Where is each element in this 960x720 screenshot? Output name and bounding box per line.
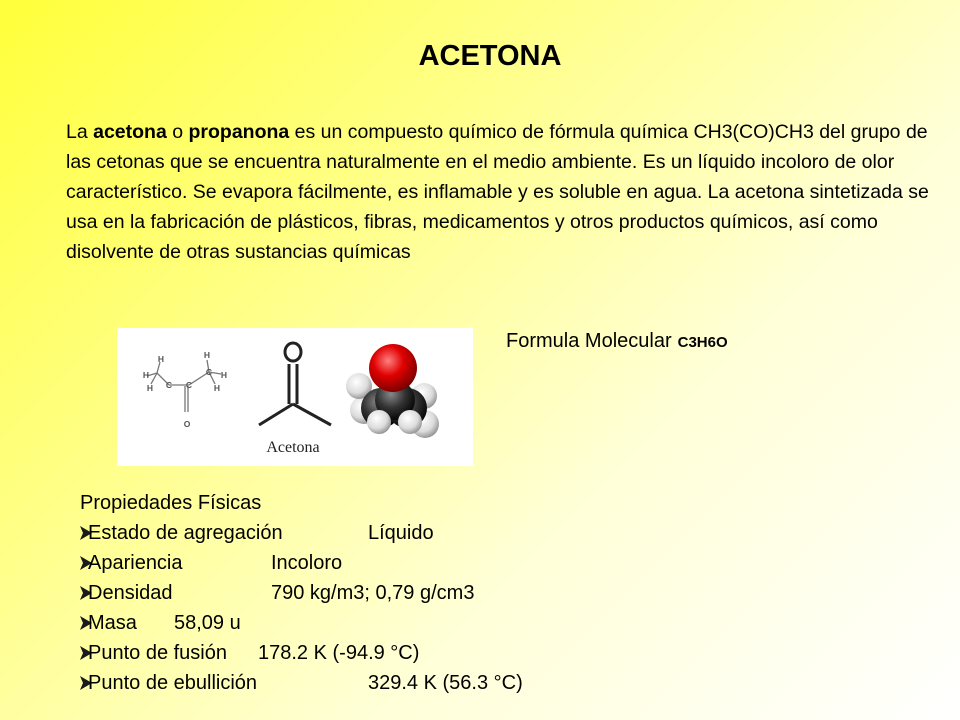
- property-item: [80, 548, 343, 578]
- intro-term-acetona: acetona: [93, 121, 167, 143]
- atom-label-o: O: [183, 419, 191, 429]
- intro-text-3: es un compuesto químico de fórmula química CH3(CO)CH3 del grupo de las cetonas que se encuentra naturalmente en el medio ambiente. Es un líquido incoloro de olor característico. Se evapora fácilmente, es inflamable y es soluble en agua. La acetona sintetizada se usa en la fabricación de plásticos, fibras, medicamentos y otros productos químicos, así como disolvente de otras sustancias químicas: [66, 121, 929, 263]
- property-value: 329.4 K (56.3 °C): [368, 672, 523, 694]
- intro-text-2: o: [166, 121, 189, 143]
- skeletal-formula: [259, 343, 331, 425]
- property-label: Punto de fusión: [88, 642, 227, 664]
- property-item: [80, 638, 420, 668]
- property-value: 178.2 K (-94.9 °C): [258, 642, 420, 664]
- page-title: ACETONA: [418, 40, 562, 72]
- physical-properties: [80, 488, 523, 698]
- molecule-figure: [117, 328, 473, 466]
- property-label: Punto de ebullición: [88, 672, 258, 694]
- intro-text-1: La: [66, 121, 94, 143]
- property-value: Líquido: [368, 522, 434, 544]
- atom-label-h: H: [142, 370, 150, 380]
- property-value: Incoloro: [271, 552, 343, 574]
- molecular-formula-value: C3H6O: [677, 334, 728, 351]
- atom-label-c: C: [165, 380, 173, 390]
- properties-heading: Propiedades Físicas: [80, 492, 262, 514]
- atom-label-h: H: [213, 383, 221, 393]
- property-value: 790 kg/m3; 0,79 g/cm3: [271, 582, 475, 604]
- property-item: [80, 518, 434, 548]
- atom-label-c: C: [185, 380, 193, 390]
- space-filling-model: [346, 344, 439, 438]
- atom-label-c: C: [205, 367, 213, 377]
- property-label: Densidad: [88, 582, 173, 604]
- molecule-caption: Acetona: [266, 439, 320, 456]
- atom-label-h: H: [220, 370, 228, 380]
- atom-label-h: H: [146, 383, 154, 393]
- property-item: [80, 608, 261, 638]
- property-label: Apariencia: [88, 552, 183, 574]
- molecular-formula-label: Formula Molecular: [506, 330, 672, 352]
- property-item: [80, 668, 523, 698]
- property-value: 58,09 u: [174, 612, 241, 634]
- atom-label-h: H: [157, 354, 165, 364]
- property-item: [80, 578, 475, 608]
- atom-label-h: H: [203, 350, 211, 360]
- property-label: Masa: [88, 612, 137, 634]
- molecular-formula: [506, 330, 728, 353]
- intro-paragraph: [66, 117, 936, 267]
- molecule-illustration: [117, 328, 473, 466]
- intro-term-propanona: propanona: [188, 121, 290, 143]
- property-label: Estado de agregación: [88, 522, 283, 544]
